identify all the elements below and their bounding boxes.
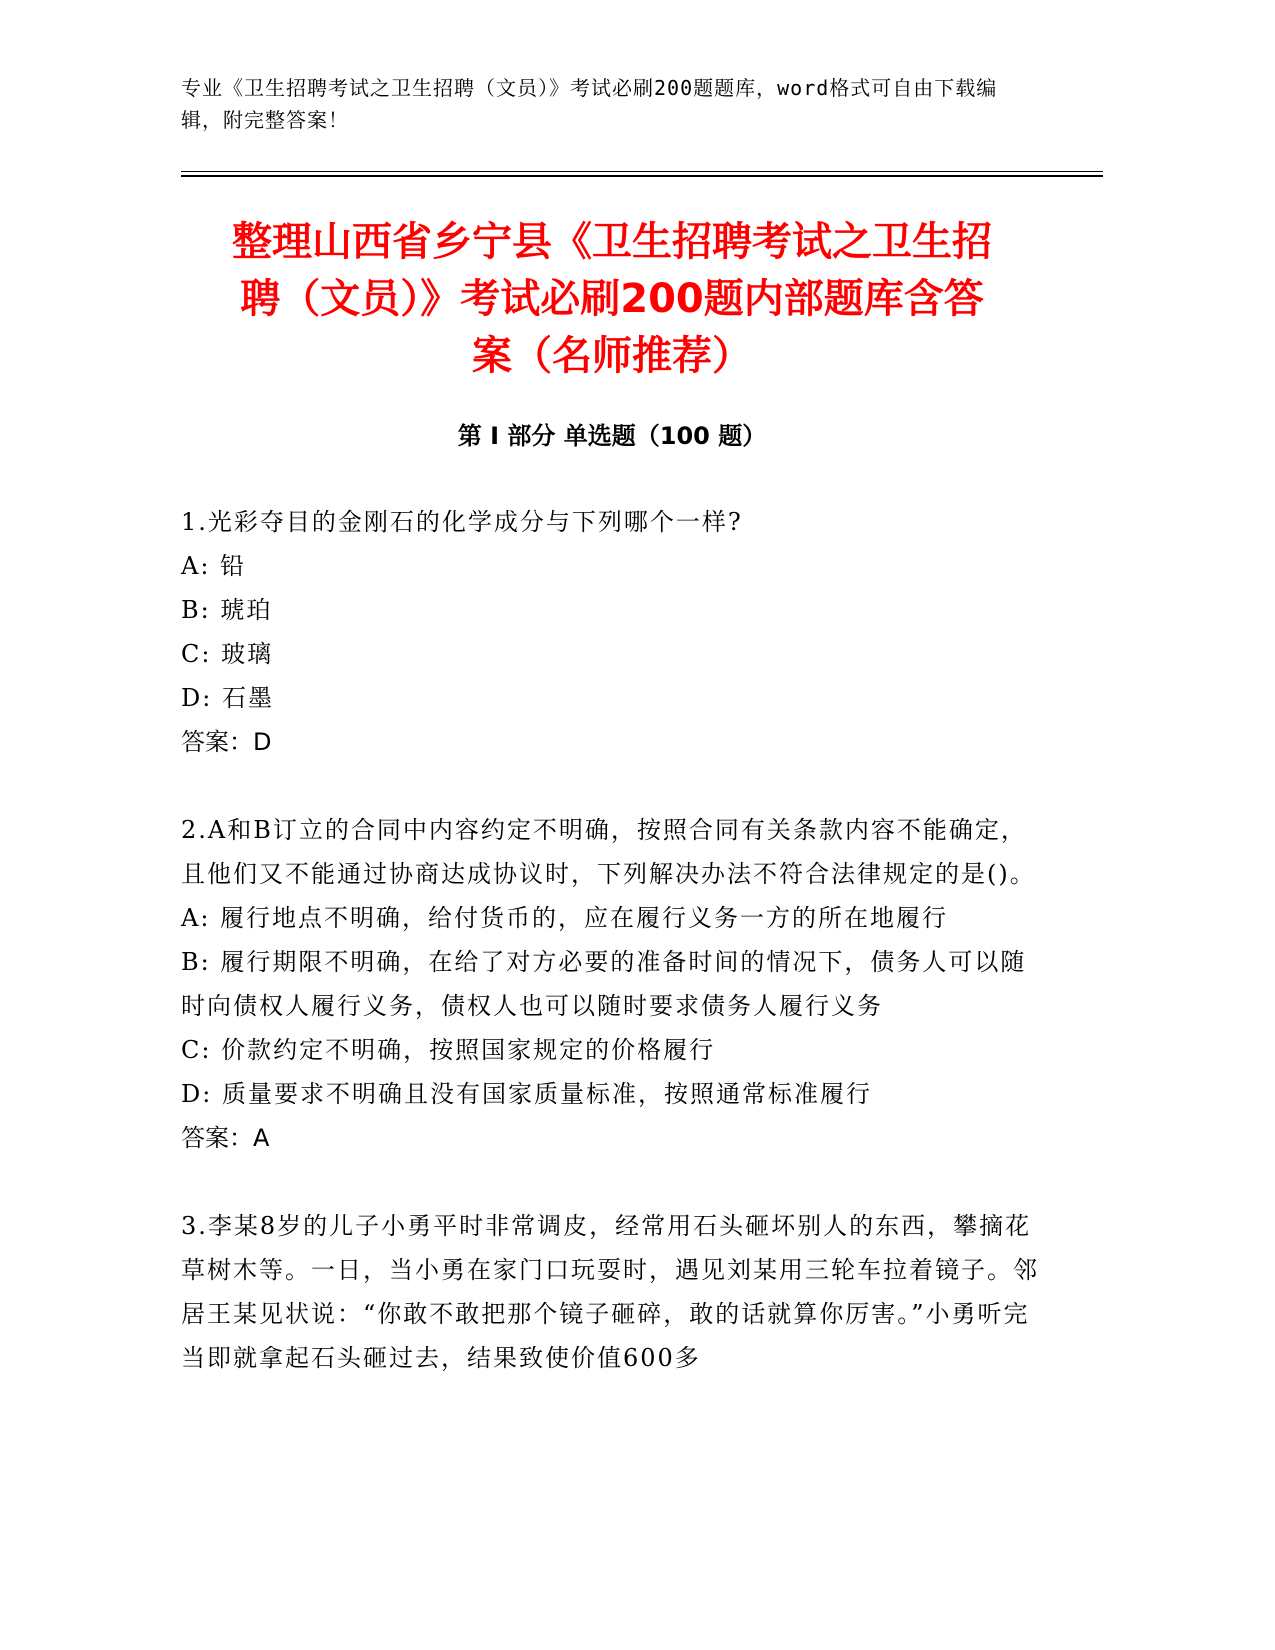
title-line-1: 整理山西省乡宁县《卫生招聘考试之卫生招 bbox=[232, 219, 992, 265]
option-b: B: 琥珀 bbox=[181, 596, 273, 624]
option-d: D: 质量要求不明确且没有国家质量标准，按照通常标准履行 bbox=[181, 1080, 872, 1108]
option-c: C: 价款约定不明确，按照国家规定的价格履行 bbox=[181, 1036, 716, 1064]
header-divider-thick bbox=[181, 175, 1103, 177]
question-1 bbox=[181, 500, 1041, 764]
document-intro: 专业《卫生招聘考试之卫生招聘（文员）》考试必刷200题题库，word格式可自由下载编辑，附完整答案！ bbox=[181, 76, 998, 132]
question-3 bbox=[181, 1204, 1041, 1380]
question-text: 1.光彩夺目的金刚石的化学成分与下列哪个一样? bbox=[181, 508, 743, 536]
title-line-2: 聘（文员）》考试必刷200题内部题库含答 bbox=[240, 276, 984, 322]
option-b: B: 履行期限不明确，在给了对方必要的准备时间的情况下，债务人可以随时向债权人履行义务，债权人也可以随时要求债务人履行义务 bbox=[181, 948, 1027, 1020]
option-d: D: 石墨 bbox=[181, 684, 274, 712]
title-line-3: 案（名师推荐） bbox=[472, 333, 752, 379]
option-a: A: 履行地点不明确，给付货币的，应在履行义务一方的所在地履行 bbox=[181, 904, 949, 932]
question-text: 3.李某8岁的儿子小勇平时非常调皮，经常用石头砸坏别人的东西，攀摘花草树木等。一日，当小勇在家门口玩耍时，遇见刘某用三轮车拉着镜子。邻居王某见状说：“你敢不敢把那个镜子砸碎，敢的话就算你厉害。”小勇听完当即就拿起石头砸过去，结果致使价值600多 bbox=[181, 1212, 1039, 1372]
section-heading: 第 I 部分 单选题（100 题） bbox=[457, 422, 767, 450]
option-a: A: 铅 bbox=[181, 552, 247, 580]
answer: 答案：D bbox=[181, 728, 272, 756]
option-c: C: 玻璃 bbox=[181, 640, 274, 668]
header-divider-thin bbox=[181, 171, 1103, 172]
answer: 答案：A bbox=[181, 1124, 270, 1152]
document-title bbox=[181, 214, 1043, 385]
question-list bbox=[181, 500, 1041, 1424]
question-text: 2.A和B订立的合同中内容约定不明确，按照合同有关条款内容不能确定，且他们又不能通过协商达成协议时，下列解决办法不符合法律规定的是()。 bbox=[181, 816, 1036, 888]
question-2 bbox=[181, 808, 1041, 1160]
